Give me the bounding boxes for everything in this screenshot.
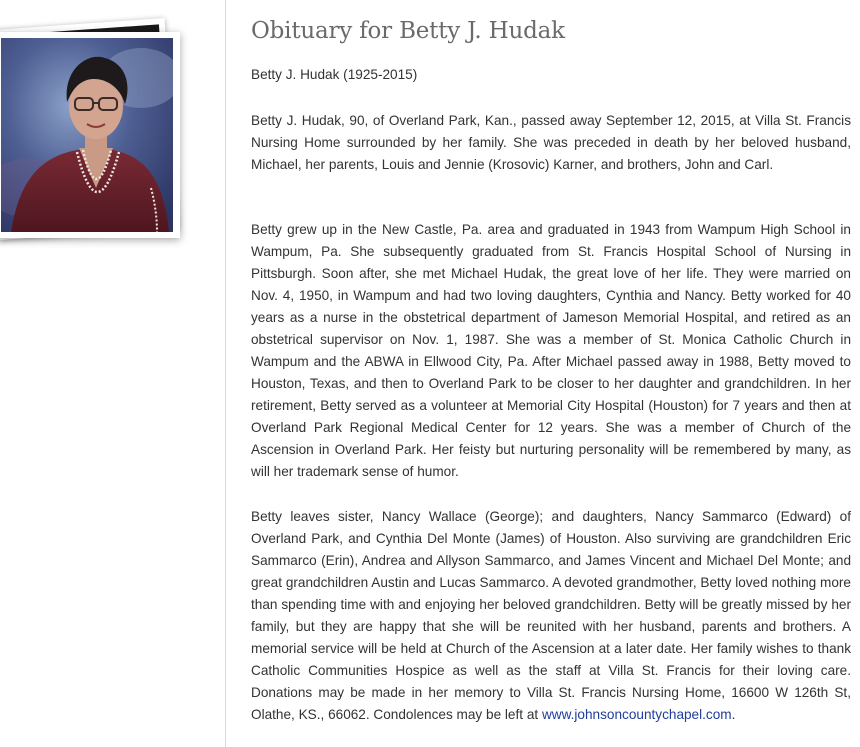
portrait-photo <box>1 38 173 232</box>
paragraph-text: Betty leaves sister, Nancy Wallace (George); and daughters, Nancy Sammarco (Edward) of Overland Park, and Cynthia Del Monte (James) of Houston. Also surviving are grandchildren Eric Sammarco (Erin), Andrea and Allyson Sammarco, and James Vincent and Michael Del Monte; and great grandchildren Austin and Lucas Sammarco. A devoted grandmother, Betty loved nothing more than spending time with and enjoying her beloved grandchildren. Betty will be greatly missed by her family, but they are happy that she will be reunited with her husband, parents and brothers. A memorial service will be held at Church of the Ascension at a later date. Her family wishes to thank Catholic Communities Hospice as well as the staff at Villa St. Francis for their loving care. Donations may be made in her memory to Villa St. Francis Nursing Home, 16600 W 126th St, Olathe, KS., 66062. Condolences may be left at <box>251 509 851 722</box>
photo-stack <box>0 14 210 244</box>
obituary-paragraph <box>251 506 851 726</box>
condolences-link[interactable]: www.johnsoncountychapel.com <box>541 707 732 722</box>
link-trailing-punctuation: . <box>731 707 736 722</box>
page-title: Obituary for Betty J. Hudak <box>251 18 565 44</box>
obituary-paragraph: Betty J. Hudak, 90, of Overland Park, Kan., passed away September 12, 2015, at Villa St. Francis Nursing Home surrounded by her family. She was preceded in death by her beloved husband, Michael, her parents, Louis and Jennie (Krosovic) Karner, and brothers, John and Carl. <box>251 113 851 172</box>
photo-frame <box>0 32 180 238</box>
vertical-divider <box>225 0 226 747</box>
name-and-dates: Betty J. Hudak (1925-2015) <box>251 67 418 82</box>
sidebar <box>0 0 225 747</box>
obituary-paragraph: Betty grew up in the New Castle, Pa. area and graduated in 1943 from Wampum High School in Wampum, Pa. She subsequently graduated from St. Francis Hospital School of Nursing in Pittsburgh. Soon after, she met Michael Hudak, the great love of her life. They were married on Nov. 4, 1950, in Wampum and had two loving daughters, Cynthia and Nancy. Betty worked for 40 years as a nurse in the obstetrical department of Jameson Memorial Hospital, and retired as an obstetrical supervisor on Nov. 1, 1987. She was a member of St. Monica Catholic Church in Wampum and the ABWA in Ellwood City, Pa. After Michael passed away in 1988, Betty moved to Houston, Texas, and then to Overland Park to be closer to her daughter and grandchildren. In her retirement, Betty served as a volunteer at Memorial City Hospital (Houston) for 7 years and then at Overland Park Regional Medical Center for 12 years. She was a member of Church of the Ascension in Overland Park. Her feisty but nurturing personality will be remembered by many, as will her trademark sense of humor. <box>251 222 851 479</box>
